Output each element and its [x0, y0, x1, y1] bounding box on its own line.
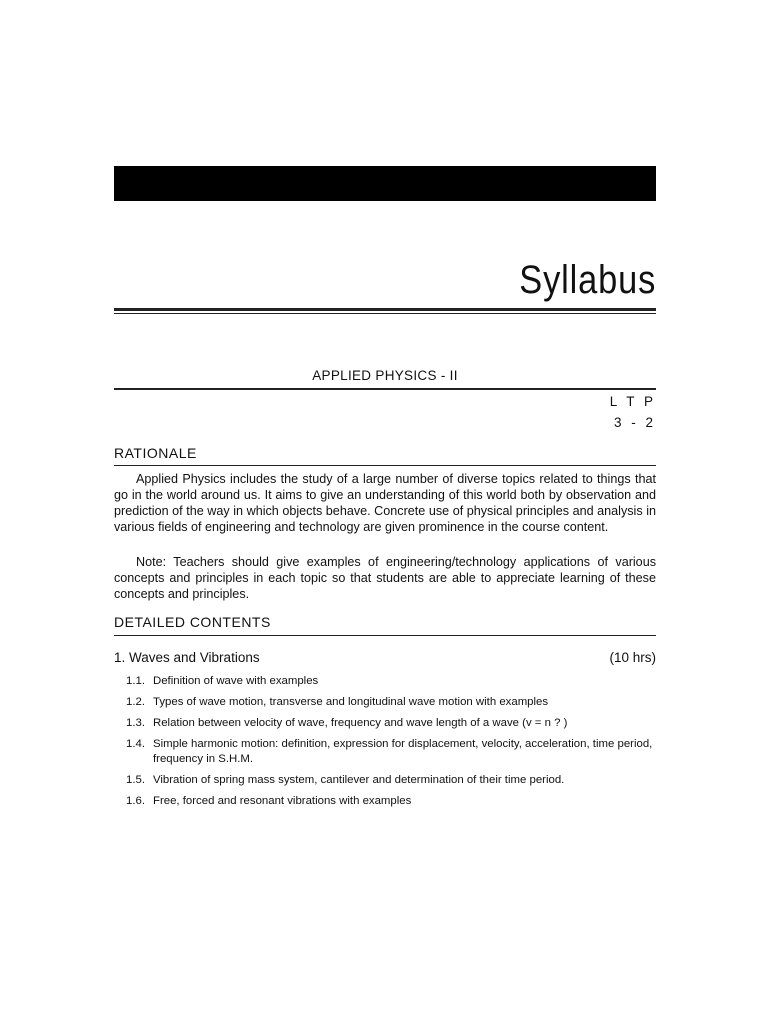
- list-item: [126, 674, 656, 689]
- item-text: Definition of wave with examples: [153, 675, 319, 687]
- unit-hours: (10 hrs): [609, 650, 656, 665]
- ltp-label: L T P: [609, 394, 656, 409]
- list-item: [126, 794, 656, 809]
- item-number: 1.1.: [126, 675, 145, 687]
- list-item: [126, 716, 656, 731]
- header-black-bar: [114, 166, 656, 201]
- item-number: 1.5.: [126, 774, 145, 786]
- list-item: [126, 737, 656, 767]
- subject-rule: [114, 388, 656, 390]
- page-title: Syllabus: [519, 258, 656, 302]
- item-number: 1.2.: [126, 696, 145, 708]
- item-text: Types of wave motion, transverse and longitudinal wave motion with examples: [153, 696, 549, 708]
- item-number: 1.3.: [126, 717, 145, 729]
- list-item: [126, 773, 656, 788]
- rationale-heading: RATIONALE: [114, 445, 197, 461]
- item-number: 1.4.: [126, 738, 145, 750]
- item-text: Relation between velocity of wave, frequency and wave length of a wave (v = n ? ): [153, 717, 568, 729]
- rationale-paragraph: Applied Physics includes the study of a large number of diverse topics related to things that go in the world around us. It aims to give an understanding of this world both by observation and prediction of the way in which objects behave. Concrete use of physical principles and analysis in various fields of engineering and technology are given prominence in the course content.: [114, 472, 656, 534]
- item-text: Free, forced and resonant vibrations with examples: [153, 795, 412, 807]
- detailed-contents-heading: DETAILED CONTENTS: [114, 614, 271, 630]
- unit-title: 1. Waves and Vibrations: [114, 650, 260, 665]
- subject-heading: APPLIED PHYSICS - II: [312, 368, 458, 383]
- item-number: 1.6.: [126, 795, 145, 807]
- title-double-rule: [114, 308, 656, 314]
- item-text: Vibration of spring mass system, cantilever and determination of their time period.: [153, 774, 565, 786]
- list-item: [126, 695, 656, 710]
- detailed-contents-rule: [114, 635, 656, 636]
- item-text: Simple harmonic motion: definition, expression for displacement, velocity, acceleration, time period, frequency in S.H.M.: [153, 738, 653, 765]
- unit-items-list: [126, 674, 656, 815]
- rationale-rule: [114, 465, 656, 466]
- unit-header: [114, 650, 656, 665]
- note-paragraph: Note: Teachers should give examples of engineering/technology applications of various concepts and principles in each topic so that students are able to appreciate learning of these concepts and principles.: [114, 555, 656, 601]
- ltp-values: 3 - 2: [613, 415, 656, 430]
